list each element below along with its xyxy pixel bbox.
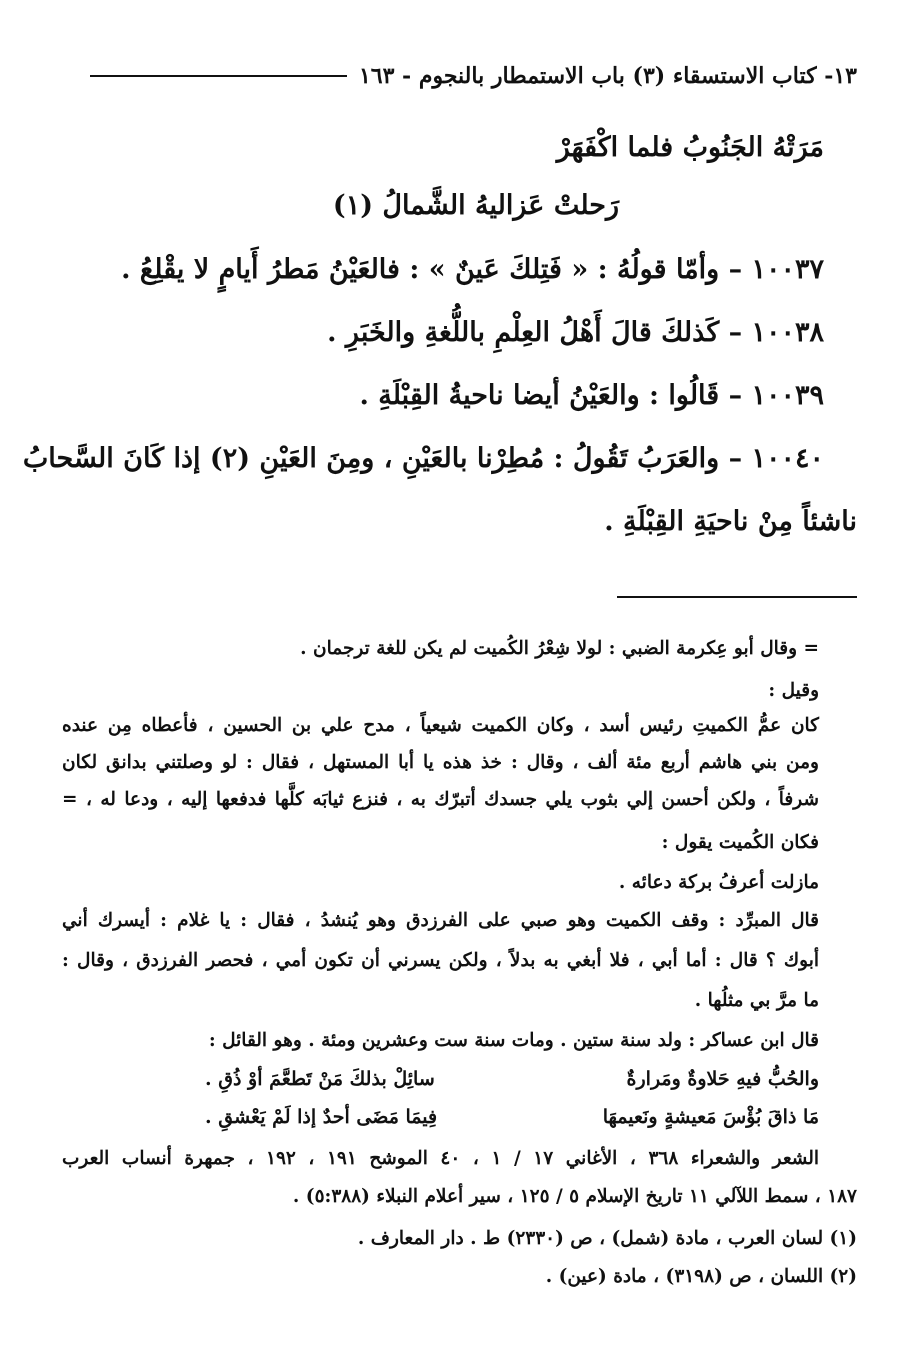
footnote-line: قال المبرِّد : وقف الكميت وهو صبي على الفرزدق وهو يُنشدُ ، فقال : يا غلام : أيسرك أني (62, 910, 819, 931)
entry-10040-continuation: ناشئاً مِنْ ناحيَةِ القِبْلَةِ . (604, 506, 857, 537)
footnote-line: ما مرَّ بي مثلُها . (694, 990, 819, 1011)
poem-hemistich-left: فِيمَا مَضَى أحدٌ إذا لَمْ يَعْشقِ . (205, 1106, 438, 1128)
verse-line-2: رَحلتْ عَزاليهُ الشَّمالُ (١) (332, 190, 619, 221)
footnote-line: قال ابن عساكر : ولد سنة ستين . ومات سنة ست وعشرين ومئة . وهو القائل : (208, 1030, 819, 1051)
running-header (90, 58, 857, 94)
footnote-line: ومن بني هاشم أربع مئة ألف ، وقال : خذ هذه يا أبا المستهل ، فقال : لو وصلتني بدانق لكان (62, 752, 819, 773)
entry-10037: ١٠٠٣٧ – وأمّا قولُهُ : « فَتِلكَ عَينٌ » : فالعَيْنُ مَطرُ أَيامٍ لا يقْلِعُ . (121, 254, 824, 285)
footnote-sources-line: الشعر والشعراء ٣٦٨ ، الأغاني ١٧ / ١ ، ٤٠ الموشح ١٩١ ، ١٩٢ ، جمهرة أنساب العرب (62, 1148, 820, 1169)
footnote-line: شرفاً ، ولكن أحسن إلي بثوب يلي جسدك أتبرّك به ، فنزع ثيابَه كلَّها فدفعها إليه ، ودعا له ، = (62, 789, 819, 810)
poem-hemistich-right: والحُبُّ فيهِ حَلاوةٌ ومَرارةٌ (626, 1068, 819, 1090)
footnote-line: مازلت أعرفُ بركة دعائه . (618, 872, 819, 893)
footnote-sources-line: ١٨٧ ، سمط اللآلي ١١ تاريخ الإسلام ٥ / ١٢٥ ، سير أعلام النبلاء (٥:٣٨٨) . (292, 1186, 857, 1207)
footnote-note-2: (٢) اللسان ، ص (٣١٩٨) ، مادة (عين) . (545, 1266, 857, 1287)
header-rule (90, 75, 347, 77)
footnote-line: أبوك ؟ قال : أما أبي ، فلا أبغي به بدلاً ، ولكن يسرني أن تكون أمي ، فحصر الفرزدق ، وقال : (62, 950, 819, 971)
poem-hemistich-left: سائِلْ بذلكَ مَنْ تَطعَّمَ أوْ ذُقِ . (205, 1068, 435, 1090)
verse-line-1: مَرَتْهُ الجَنُوبُ فلما اكْفَهَرْ (556, 132, 824, 163)
entry-10040: ١٠٠٤٠ – والعَرَبُ تَقُولُ : مُطِرْنا بالعَيْنِ ، ومِنَ العَيْنِ (٢) إذا كَانَ السَّحابُ (22, 443, 824, 474)
footnote-separator (617, 596, 857, 598)
poem-hemistich-right: مَا ذاقَ بُؤْسَ مَعيشةٍ ونَعيمهَا (602, 1106, 819, 1128)
footnote-note-1: (١) لسان العرب ، مادة (شمل) ، ص (٢٣٣٠) ط . دار المعارف . (357, 1228, 857, 1249)
footnote-line: فكان الكُميت يقول : (661, 832, 819, 853)
entry-10039: ١٠٠٣٩ – قَالُوا : والعَيْنُ أيضا ناحيةُ القِبْلَةِ . (359, 380, 824, 411)
header-title: ١٣- كتاب الاستسقاء (٣) باب الاستمطار بالنجوم - ١٦٣ (358, 63, 857, 89)
footnote-line: كان عمُّ الكميتِ رئيس أسد ، وكان الكميت شيعياً ، مدح علي بن الحسين ، فأعطاه مِن عنده (62, 715, 819, 736)
footnote-line: = وقال أبو عِكرمة الضبي : لولا شِعْرُ الكُميت لم يكن للغة ترجمان . (300, 638, 819, 659)
entry-10038: ١٠٠٣٨ – كَذلكَ قالَ أَهْلُ العِلْمِ باللُّغةِ والخَبَرِ . (327, 317, 824, 348)
footnote-line: وقيل : (768, 680, 819, 701)
